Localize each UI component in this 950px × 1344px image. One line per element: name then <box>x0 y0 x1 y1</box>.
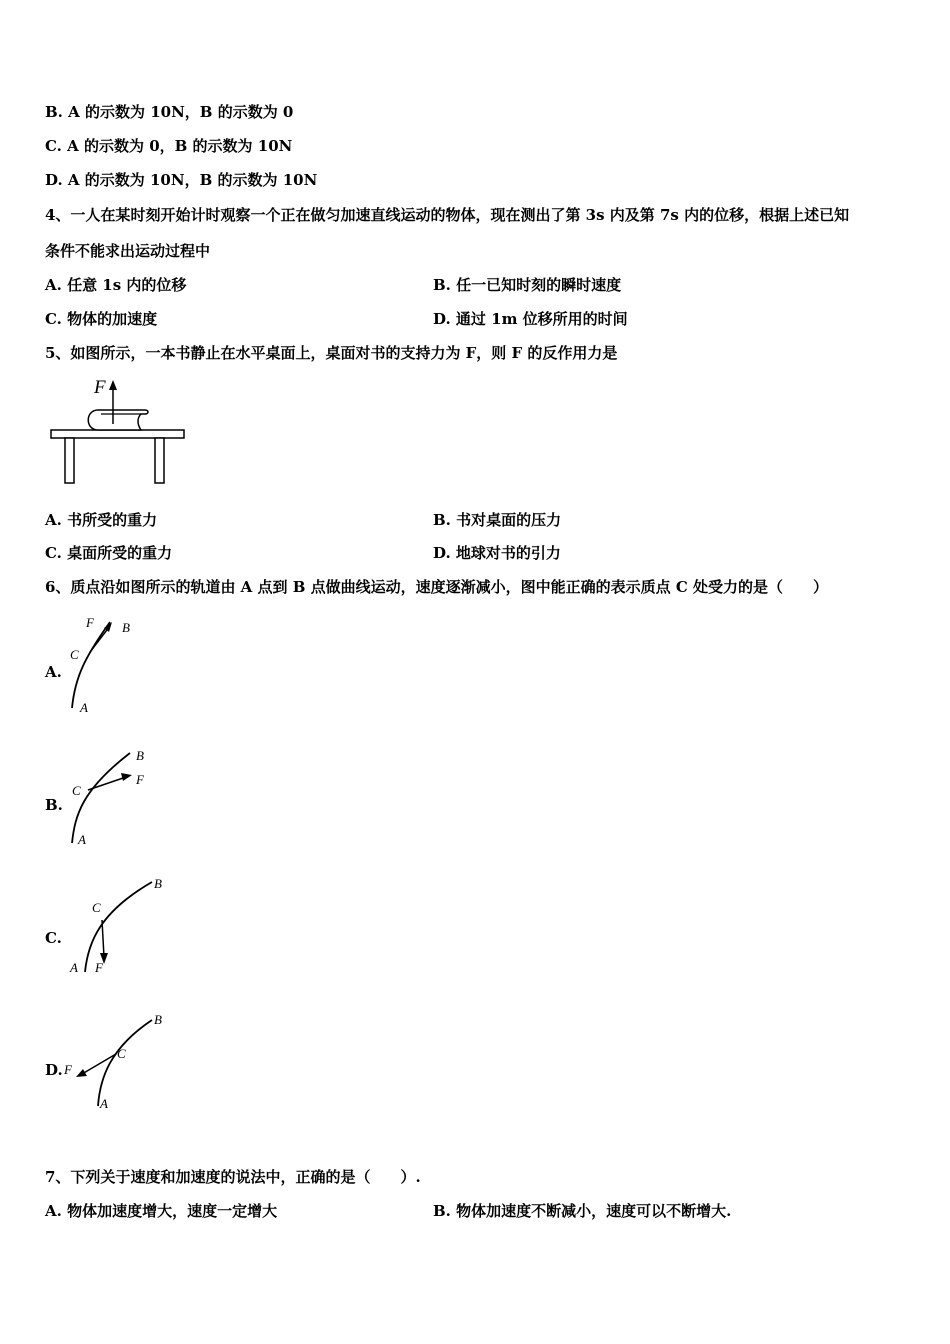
table-leg-left <box>65 438 74 483</box>
force-label: F <box>94 377 106 398</box>
q6-option-b-figure <box>60 745 160 850</box>
q5-option-c: C. 桌面所受的重力 <box>45 544 173 562</box>
q5-book-on-table-figure <box>45 372 190 487</box>
q7-option-b: B. 物体加速度不断减小，速度可以不断增大. <box>433 1202 732 1220</box>
q6-option-b-label: B. <box>45 796 63 814</box>
book <box>88 410 148 430</box>
point-a-label: A <box>78 832 86 847</box>
q3-option-b: B. A 的示数为 10N，B 的示数为 0 <box>45 103 294 121</box>
q6-option-c-label: C. <box>45 929 62 947</box>
force-arrow <box>88 777 126 790</box>
force-label: F <box>86 615 94 630</box>
trajectory-curve <box>98 1020 152 1106</box>
q4-option-a: A. 任意 1s 内的位移 <box>45 276 187 294</box>
q6-stem: 6、质点沿如图所示的轨道由 A 点到 B 点做曲线运动，速度逐渐减小，图中能正确的表示质点 C 处受力的是（ ） <box>45 578 829 596</box>
point-b-label: B <box>154 1012 162 1027</box>
force-label: F <box>95 960 103 975</box>
q6-option-d-label: D. <box>45 1061 63 1079</box>
trajectory-curve <box>72 753 130 843</box>
q3-option-d: D. A 的示数为 10N，B 的示数为 10N <box>45 171 318 189</box>
q6-option-a-figure <box>60 612 150 717</box>
q4-stem-line1: 4、一人在某时刻开始计时观察一个正在做匀加速直线运动的物体，现在测出了第 3s 内及第 7s 内的位移，根据上述已知 <box>45 206 850 224</box>
point-b-label: B <box>154 876 162 891</box>
table-top <box>51 430 184 438</box>
point-b-label: B <box>122 620 130 635</box>
point-c-label: C <box>92 900 101 915</box>
force-arrow <box>102 920 104 957</box>
q4-option-d: D. 通过 1m 位移所用的时间 <box>433 310 628 328</box>
point-a-label: A <box>70 960 78 975</box>
q7-option-a: A. 物体加速度增大，速度一定增大 <box>45 1202 278 1220</box>
q4-option-c: C. 物体的加速度 <box>45 310 158 328</box>
point-c-label: C <box>117 1046 126 1061</box>
q3-option-c: C. A 的示数为 0，B 的示数为 10N <box>45 137 293 155</box>
point-c-label: C <box>70 647 79 662</box>
force-label: F <box>136 772 144 787</box>
force-label: F <box>64 1062 72 1077</box>
point-b-label: B <box>136 748 144 763</box>
q7-stem: 7、下列关于速度和加速度的说法中，正确的是（ ）. <box>45 1168 421 1186</box>
q5-option-b: B. 书对桌面的压力 <box>433 511 562 529</box>
q5-option-a: A. 书所受的重力 <box>45 511 158 529</box>
q5-stem: 5、如图所示，一本书静止在水平桌面上，桌面对书的支持力为 F，则 F 的反作用力是 <box>45 344 618 362</box>
trajectory-curve <box>72 622 110 708</box>
q4-option-b: B. 任一已知时刻的瞬时速度 <box>433 276 622 294</box>
q6-option-a-label: A. <box>45 663 62 681</box>
q4-stem-line2: 条件不能求出运动过程中 <box>45 242 211 260</box>
point-a-label: A <box>100 1096 108 1111</box>
point-c-label: C <box>72 783 81 798</box>
point-a-label: A <box>80 700 88 715</box>
q6-option-c-figure <box>60 872 170 982</box>
trajectory-curve <box>85 882 152 972</box>
q5-option-d: D. 地球对书的引力 <box>433 544 561 562</box>
table-leg-right <box>155 438 164 483</box>
q6-option-d-figure <box>60 1008 170 1113</box>
force-arrow <box>82 1054 116 1074</box>
